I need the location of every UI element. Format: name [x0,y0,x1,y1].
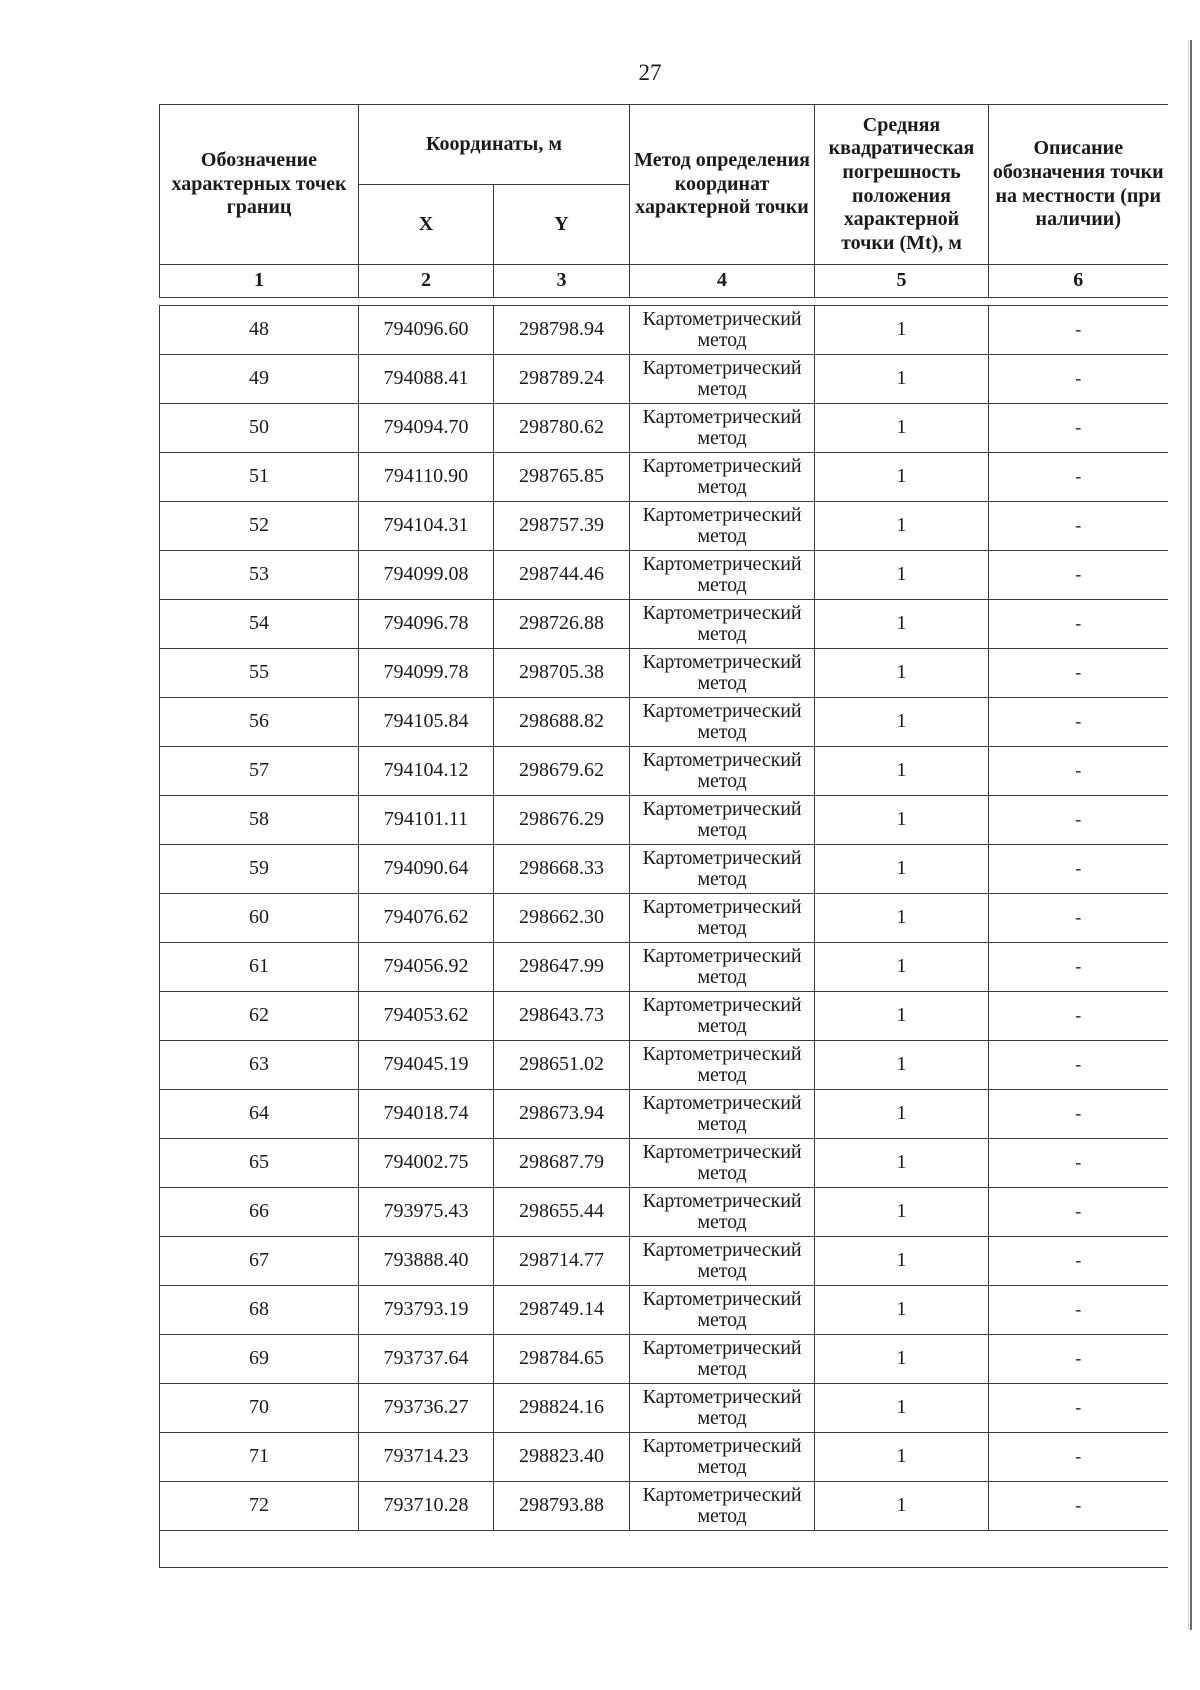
cell-description: - [989,943,1168,992]
cell-y: 298757.39 [494,502,630,551]
table-row [160,355,1168,404]
table-row [160,600,1168,649]
cell-method: Картометрический метод [630,845,815,894]
header-point: Обозначение характерных точек границ [160,105,359,265]
cell-point: 64 [160,1090,359,1139]
table-row [160,1237,1168,1286]
cell-description: - [989,355,1168,404]
header-y: Y [494,185,630,265]
header-method: Метод определения координат характерной точки [630,105,815,265]
cell-method: Картометрический метод [630,1433,815,1482]
cell-x: 794090.64 [359,845,494,894]
cell-point: 68 [160,1286,359,1335]
cell-method: Картометрический метод [630,1237,815,1286]
cell-y: 298798.94 [494,306,630,355]
cell-method: Картометрический метод [630,1335,815,1384]
cell-x: 794088.41 [359,355,494,404]
cell-description: - [989,894,1168,943]
cell-y: 298793.88 [494,1482,630,1531]
cell-y: 298662.30 [494,894,630,943]
cell-y: 298765.85 [494,453,630,502]
table-row [160,453,1168,502]
cell-description: - [989,698,1168,747]
header-coords: Координаты, м [359,105,630,185]
cell-point: 71 [160,1433,359,1482]
table-row [160,796,1168,845]
cell-x: 793793.19 [359,1286,494,1335]
cell-point: 49 [160,355,359,404]
cell-x: 793710.28 [359,1482,494,1531]
header-error: Средняя квадратическая погрешность положения характерной точки (Mt), м [815,105,989,265]
header-gap [160,298,1168,306]
cell-point: 50 [160,404,359,453]
scan-edge-line [1190,40,1192,1630]
cell-error: 1 [815,796,989,845]
cell-method: Картометрический метод [630,1041,815,1090]
header-x: X [359,185,494,265]
cell-description: - [989,1188,1168,1237]
cell-x: 794096.60 [359,306,494,355]
table-row [160,649,1168,698]
cell-error: 1 [815,306,989,355]
cell-point: 66 [160,1188,359,1237]
table-row [160,845,1168,894]
cell-error: 1 [815,894,989,943]
cell-y: 298647.99 [494,943,630,992]
cell-description: - [989,551,1168,600]
table-row [160,502,1168,551]
cell-x: 794094.70 [359,404,494,453]
cell-description: - [989,1237,1168,1286]
cell-error: 1 [815,404,989,453]
cell-method: Картометрический метод [630,894,815,943]
cell-x: 793736.27 [359,1384,494,1433]
cell-error: 1 [815,1041,989,1090]
cell-error: 1 [815,1335,989,1384]
cell-x: 794018.74 [359,1090,494,1139]
cell-point: 53 [160,551,359,600]
cell-description: - [989,992,1168,1041]
table-row [160,1384,1168,1433]
cell-point: 59 [160,845,359,894]
cell-point: 62 [160,992,359,1041]
cell-y: 298687.79 [494,1139,630,1188]
cell-method: Картометрический метод [630,551,815,600]
cell-error: 1 [815,355,989,404]
cell-method: Картометрический метод [630,992,815,1041]
header-description: Описание обозначения точки на местности (при наличии) [989,105,1168,265]
cell-description: - [989,1335,1168,1384]
cell-y: 298714.77 [494,1237,630,1286]
cell-x: 794104.12 [359,747,494,796]
cell-y: 298679.62 [494,747,630,796]
cell-description: - [989,1286,1168,1335]
cell-description: - [989,600,1168,649]
cell-y: 298780.62 [494,404,630,453]
cell-error: 1 [815,453,989,502]
cell-y: 298688.82 [494,698,630,747]
cell-description: - [989,306,1168,355]
column-number-row [160,265,1168,298]
table-row [160,698,1168,747]
cell-point: 61 [160,943,359,992]
table-row [160,1286,1168,1335]
cell-description: - [989,502,1168,551]
cell-error: 1 [815,992,989,1041]
cell-error: 1 [815,943,989,992]
cell-description: - [989,796,1168,845]
table-row [160,306,1168,355]
table-row [160,1482,1168,1531]
cell-y: 298676.29 [494,796,630,845]
cell-point: 57 [160,747,359,796]
table-header [160,105,1168,306]
cell-method: Картометрический метод [630,1188,815,1237]
table-row [160,404,1168,453]
table-row [160,894,1168,943]
cell-description: - [989,404,1168,453]
cell-method: Картометрический метод [630,306,815,355]
cell-description: - [989,649,1168,698]
cell-y: 298744.46 [494,551,630,600]
cell-description: - [989,1041,1168,1090]
cell-description: - [989,747,1168,796]
cell-description: - [989,453,1168,502]
cell-x: 793975.43 [359,1188,494,1237]
cell-error: 1 [815,845,989,894]
cell-description: - [989,1139,1168,1188]
cell-method: Картометрический метод [630,600,815,649]
cell-point: 63 [160,1041,359,1090]
cell-method: Картометрический метод [630,1286,815,1335]
cell-method: Картометрический метод [630,1384,815,1433]
table-row [160,747,1168,796]
empty-row [160,1531,1168,1568]
cell-method: Картометрический метод [630,1482,815,1531]
column-number: 6 [989,265,1168,298]
scan-edge-shadow [1188,40,1189,1630]
cell-x: 793737.64 [359,1335,494,1384]
cell-x: 794056.92 [359,943,494,992]
cell-x: 794105.84 [359,698,494,747]
cell-description: - [989,1433,1168,1482]
empty-cell [160,1531,1168,1568]
cell-x: 793888.40 [359,1237,494,1286]
cell-error: 1 [815,1482,989,1531]
cell-y: 298668.33 [494,845,630,894]
cell-error: 1 [815,698,989,747]
cell-point: 48 [160,306,359,355]
cell-x: 793714.23 [359,1433,494,1482]
table-row [160,551,1168,600]
cell-point: 67 [160,1237,359,1286]
table-row [160,1041,1168,1090]
coordinates-table [159,104,1168,1568]
table-row [160,1139,1168,1188]
page-number: 27 [638,60,662,85]
cell-y: 298824.16 [494,1384,630,1433]
cell-y: 298651.02 [494,1041,630,1090]
cell-method: Картометрический метод [630,453,815,502]
cell-point: 69 [160,1335,359,1384]
cell-point: 56 [160,698,359,747]
cell-point: 65 [160,1139,359,1188]
cell-x: 794104.31 [359,502,494,551]
cell-y: 298784.65 [494,1335,630,1384]
cell-point: 60 [160,894,359,943]
cell-error: 1 [815,1090,989,1139]
cell-error: 1 [815,1139,989,1188]
cell-method: Картометрический метод [630,943,815,992]
cell-point: 58 [160,796,359,845]
cell-point: 52 [160,502,359,551]
cell-method: Картометрический метод [630,649,815,698]
cell-error: 1 [815,551,989,600]
column-number: 1 [160,265,359,298]
column-number: 5 [815,265,989,298]
cell-error: 1 [815,1286,989,1335]
cell-point: 54 [160,600,359,649]
table-row [160,1188,1168,1237]
cell-y: 298673.94 [494,1090,630,1139]
cell-error: 1 [815,1433,989,1482]
cell-description: - [989,845,1168,894]
cell-description: - [989,1482,1168,1531]
cell-x: 794076.62 [359,894,494,943]
cell-description: - [989,1384,1168,1433]
cell-y: 298643.73 [494,992,630,1041]
cell-y: 298749.14 [494,1286,630,1335]
cell-x: 794002.75 [359,1139,494,1188]
table-row [160,1433,1168,1482]
table-row [160,1335,1168,1384]
cell-method: Картометрический метод [630,1090,815,1139]
cell-x: 794099.08 [359,551,494,600]
cell-description: - [989,1090,1168,1139]
cell-y: 298726.88 [494,600,630,649]
cell-error: 1 [815,600,989,649]
cell-y: 298823.40 [494,1433,630,1482]
cell-method: Картометрический метод [630,502,815,551]
cell-point: 55 [160,649,359,698]
table-row [160,943,1168,992]
column-number: 4 [630,265,815,298]
table-row [160,992,1168,1041]
cell-error: 1 [815,1384,989,1433]
cell-error: 1 [815,502,989,551]
cell-x: 794110.90 [359,453,494,502]
cell-x: 794096.78 [359,600,494,649]
cell-method: Картометрический метод [630,1139,815,1188]
cell-point: 51 [160,453,359,502]
cell-point: 70 [160,1384,359,1433]
column-number: 3 [494,265,630,298]
cell-method: Картометрический метод [630,796,815,845]
cell-method: Картометрический метод [630,355,815,404]
table-row [160,1090,1168,1139]
column-number: 2 [359,265,494,298]
cell-method: Картометрический метод [630,404,815,453]
cell-x: 794099.78 [359,649,494,698]
cell-error: 1 [815,1237,989,1286]
cell-y: 298705.38 [494,649,630,698]
cell-x: 794053.62 [359,992,494,1041]
cell-point: 72 [160,1482,359,1531]
cell-y: 298789.24 [494,355,630,404]
cell-error: 1 [815,1188,989,1237]
cell-error: 1 [815,747,989,796]
table-body [160,306,1168,1568]
cell-y: 298655.44 [494,1188,630,1237]
cell-method: Картометрический метод [630,747,815,796]
cell-error: 1 [815,649,989,698]
cell-x: 794045.19 [359,1041,494,1090]
cell-x: 794101.11 [359,796,494,845]
cell-method: Картометрический метод [630,698,815,747]
